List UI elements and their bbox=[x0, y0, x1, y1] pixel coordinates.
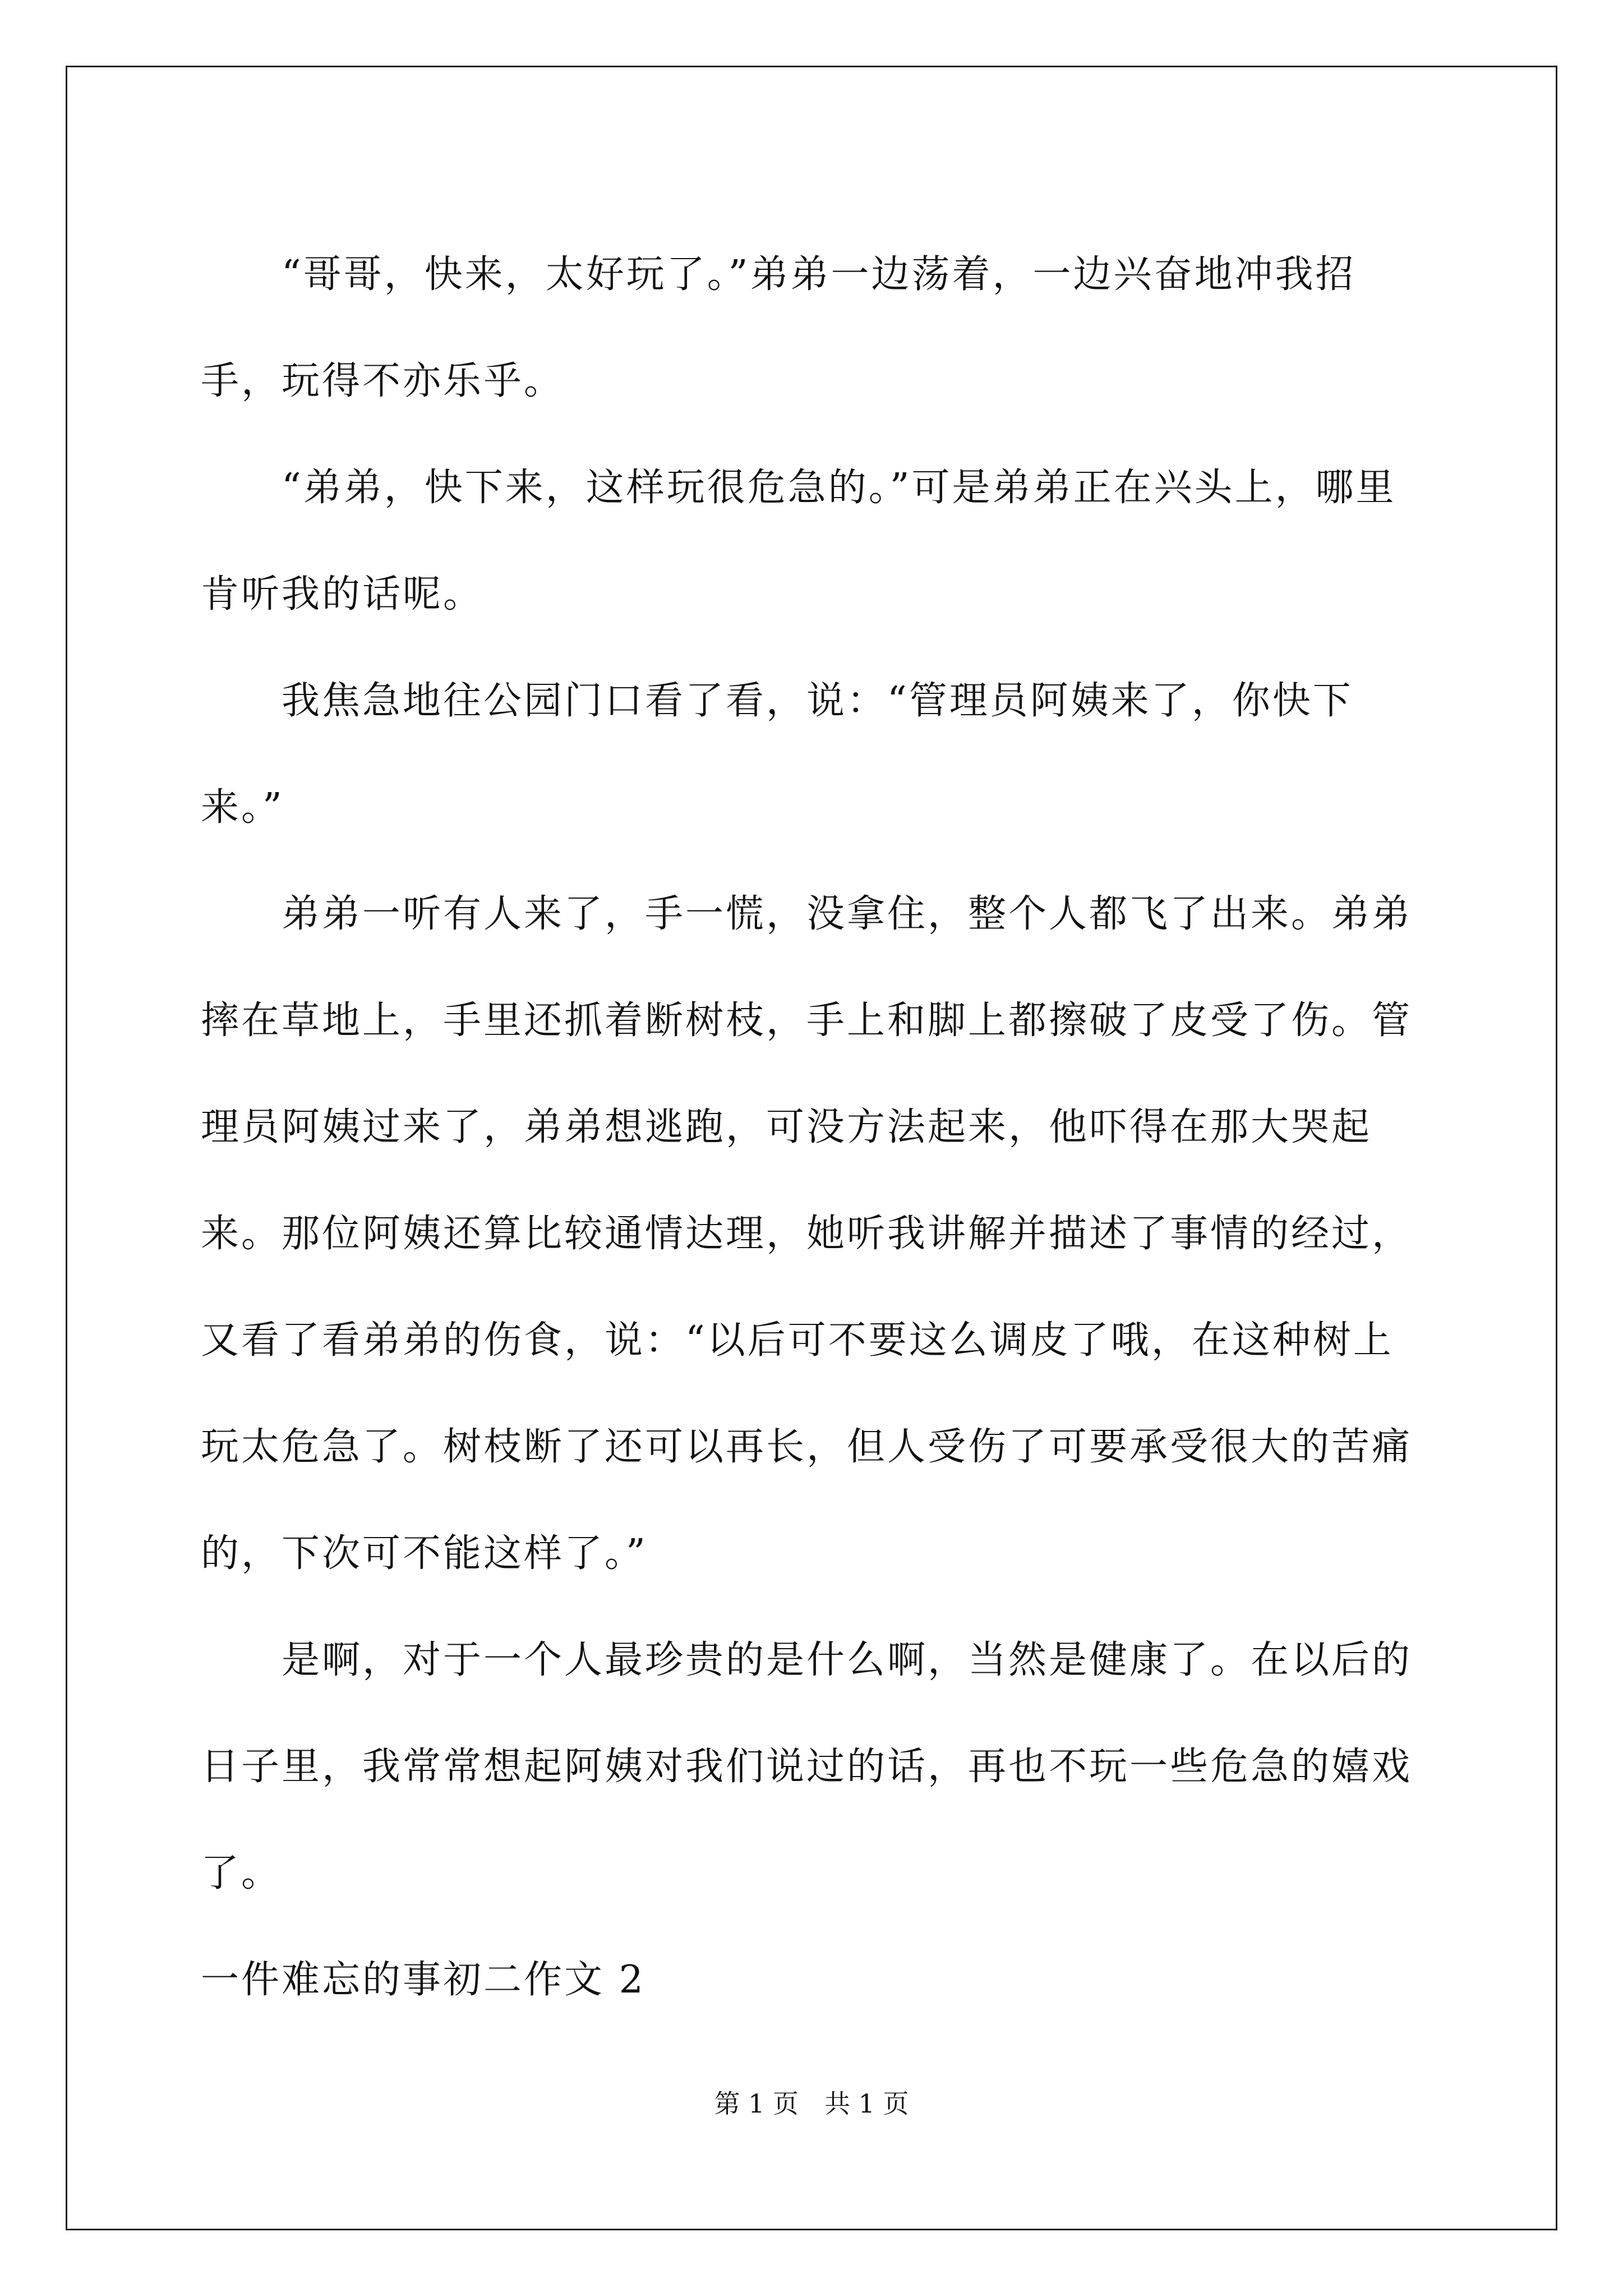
paragraph-1: “哥哥，快来，太好玩了。”弟弟一边荡着，一边兴奋地冲我招手，玩得不亦乐乎。 bbox=[201, 252, 1356, 403]
paragraph-5: 是啊，对于一个人最珍贵的是什么啊，当然是健康了。在以后的日子里，我常常想起阿姨对我们说过的话，再也不玩一些危急的嬉戏了。 bbox=[201, 1638, 1413, 1895]
section-heading: 一件难忘的事初二作文 2 bbox=[201, 1958, 645, 2002]
document-body bbox=[201, 222, 1429, 2033]
page-footer: 第 1 页 共 1 页 bbox=[714, 2088, 909, 2119]
paragraph-3: 我焦急地往公园门口看了看，说：“管理员阿姨来了，你快下来。” bbox=[201, 679, 1353, 830]
paragraph-4: 弟弟一听有人来了，手一慌，没拿住，整个人都飞了出来。弟弟摔在草地上，手里还抓着断树枝，手上和脚上都擦破了皮受了伤。管理员阿姨过来了，弟弟想逃跑，可没方法起来，他吓得在那大哭起来。那位阿姨还算比较通情达理，她听我讲解并描述了事情的经过，又看了看弟弟的伤食，说：“以后可不要这么调皮了哦，在这种树上玩太危急了。树枝断了还可以再长，但人受伤了可要承受很大的苦痛的，下次可不能这样了。” bbox=[201, 892, 1413, 1576]
paragraph-2: “弟弟，快下来，这样玩很危急的。”可是弟弟正在兴头上，哪里肯听我的话呢。 bbox=[201, 466, 1396, 616]
